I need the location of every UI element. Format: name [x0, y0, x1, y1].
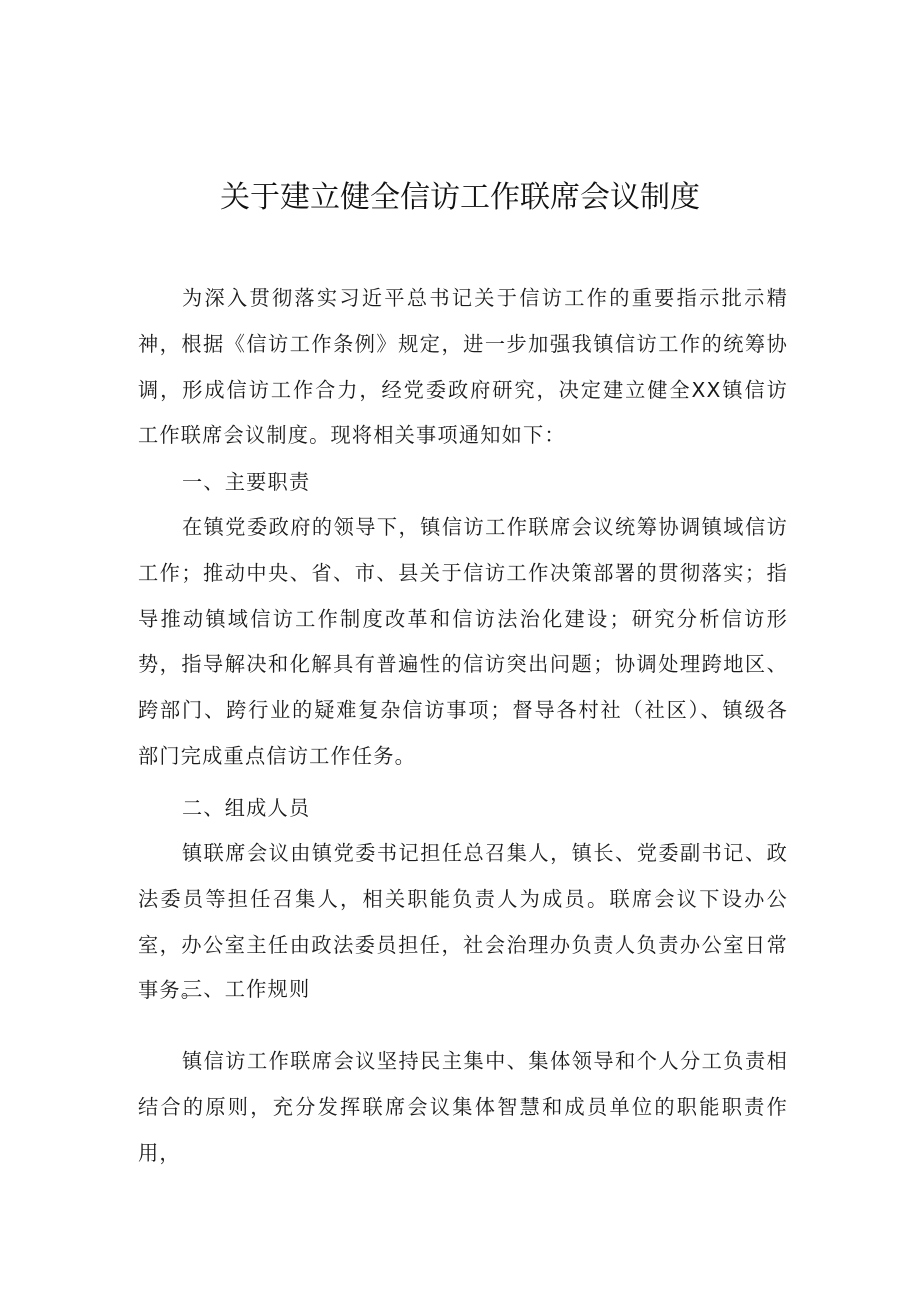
section-heading-members: 二、组成人员	[182, 796, 311, 820]
section-heading-rules: 三、工作规则	[182, 977, 311, 1001]
intro-paragraph: 为深入贯彻落实习近平总书记关于信访工作的重要指示批示精神，根据《信访工作条例》规定，进一步加强我镇信访工作的统筹协调，形成信访工作合力，经党委政府研究，决定建立健全XX镇信访工作联席会议制度。现将相关事项通知如下：	[138, 286, 788, 448]
section-paragraph-duties: 在镇党委政府的领导下，镇信访工作联席会议统筹协调镇域信访工作；推动中央、省、市、县关于信访工作决策部署的贯彻落实；指导推动镇域信访工作制度改革和信访法治化建设；研究分析信访形势，指导解决和化解具有普遍性的信访突出问题；协调处理跨地区、跨部门、跨行业的疑难复杂信访事项；督导各村社（社区）、镇级各部门完成重点信访工作任务。	[138, 515, 788, 768]
section-paragraph-members: 镇联席会议由镇党委书记担任总召集人，镇长、党委副书记、政法委员等担任召集人，相关职能负责人为成员。联席会议下设办公室，办公室主任由政法委员担任，社会治理办负责人负责办公室日常事务。	[138, 841, 788, 1003]
document-title: 关于建立健全信访工作联席会议制度	[220, 180, 700, 215]
section-heading-duties: 一、主要职责	[182, 470, 311, 494]
section-paragraph-rules: 镇信访工作联席会议坚持民主集中、集体领导和个人分工负责相结合的原则，充分发挥联席会议集体智慧和成员单位的职能职责作用，	[138, 1049, 788, 1165]
